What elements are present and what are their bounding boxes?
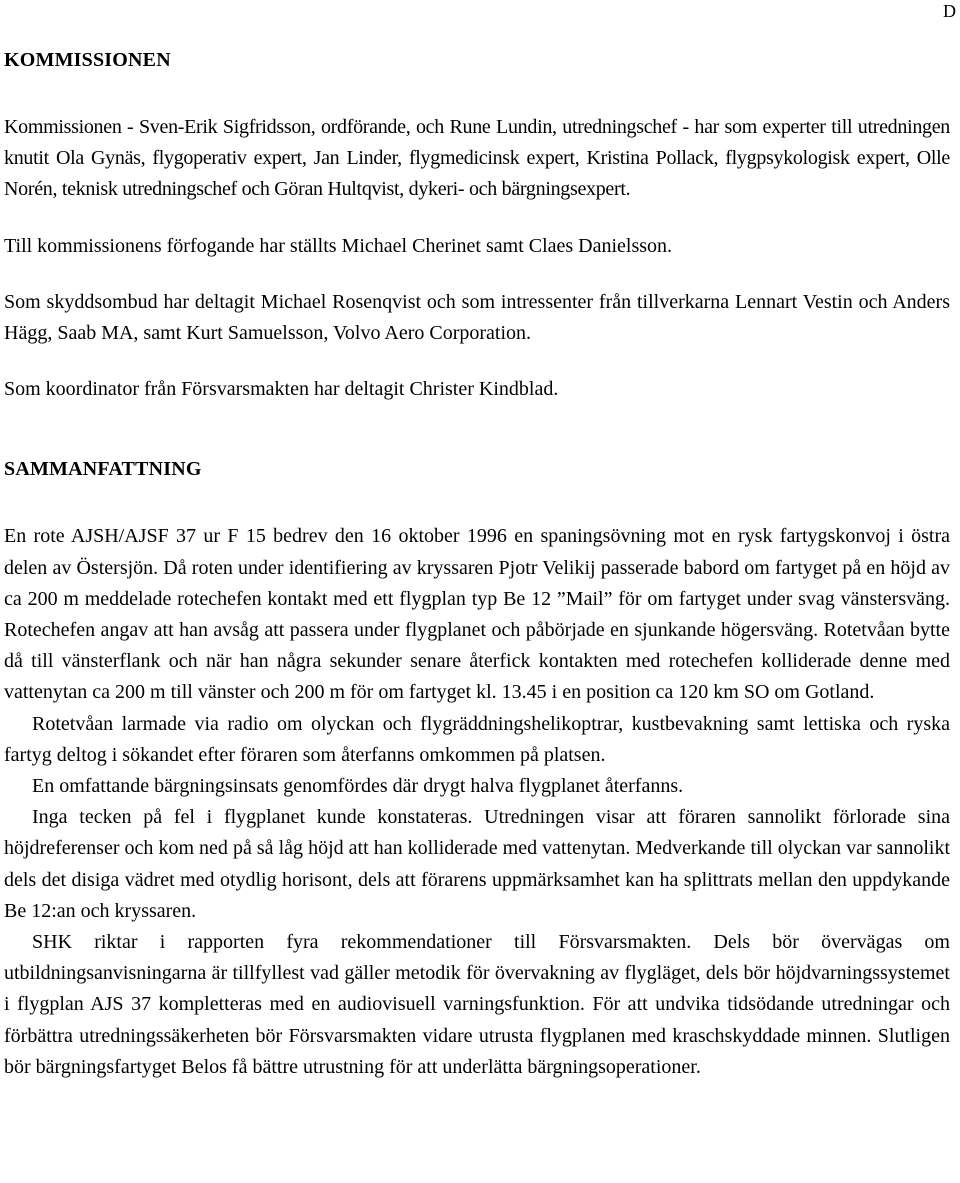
commission-heading: KOMMISSIONEN bbox=[4, 49, 171, 71]
summary-section bbox=[4, 455, 950, 1083]
summary-heading: SAMMANFATTNING bbox=[4, 458, 202, 481]
summary-paragraph-event: En rote AJSH/AJSF 37 ur F 15 bedrev den 16 oktober 1996 en spaningsövning mot en rysk fartygskonvoj i östra delen av Östersjön. Då roten under identifiering av kryssaren Pjotr Velikij passerade babord om fartyget på en höjd av ca 200 m meddelade rotechefen kontakt med ett flygplan typ Be 12 ”Mail” för om fartyget under svag vänstersväng. Rotechefen angav att han avsåg att passera under flygplanet och påbörjade en sjunkande högersväng. Rotetvåan bytte då till vänsterflank och när han några sekunder senare återfick kontakten med rotechefen kolliderade denne med vattenytan ca 200 m till vänster och 200 m för om fartyget kl. 13.45 i en position ca 120 km SO om Gotland. bbox=[4, 525, 950, 704]
summary-paragraph-rescue: Rotetvåan larmade via radio om olyckan och flygräddningshelikoptrar, kustbevakning samt lettiska och ryska fartyg deltog i sökandet efter föraren som återfanns omkommen på platsen. bbox=[4, 712, 950, 766]
page-marker: D bbox=[943, 1, 956, 21]
summary-paragraph-salvage: En omfattande bärgningsinsats genomfördes där drygt halva flygplanet återfanns. bbox=[32, 775, 684, 798]
commission-paragraph-disposal: Till kommissionens förfogande har ställts Michael Cherinet samt Claes Danielsson. bbox=[4, 234, 673, 257]
summary-paragraph-recommendations: SHK riktar i rapporten fyra rekommendationer till Försvarsmakten. Dels bör övervägas om utbildningsanvisningarna är tillfyllest vad gäller metodik för övervakning av flygläget, dels bör höjdvarningssystemet i flygplan AJS 37 kompletteras med en audiovisuell varningsfunktion. För att undvika tidsödande utredningar och förbättra utredningssäkerheten bör Försvarsmakten vidare utrusta flygplanen med kraschskyddade minnen. Slutligen bör bärgningsfartyget Belos få bättre utrustning för att underlätta bärgningsoperationer. bbox=[4, 931, 950, 1078]
summary-paragraph-cause: Inga tecken på fel i flygplanet kunde konstateras. Utredningen visar att föraren sannolikt förlorade sina höjdreferenser och kom ned på så låg höjd att han kolliderade med vattenytan. Medverkande till olyckan var sannolikt dels det disiga vädret med otydlig horisont, dels att förarens uppmärksamhet kan ha splittrats mellan den uppdykande Be 12:an och kryssaren. bbox=[4, 806, 950, 922]
commission-paragraph-members: Kommissionen - Sven-Erik Sigfridsson, ordförande, och Rune Lundin, utredningschef - har som experter till utredningen knutit Ola Gynäs, flygoperativ expert, Jan Linder, flygmedicinsk expert, Kristina Pollack, flygpsykologisk expert, Olle Norén, teknisk utredningschef och Göran Hultqvist, dykeri- och bärgningsexpert. bbox=[4, 116, 950, 201]
commission-paragraph-safety-rep: Som skyddsombud har deltagit Michael Rosenqvist och som intressenter från tillverkarna Lennart Vestin och Anders Hägg, Saab MA, samt Kurt Samuelsson, Volvo Aero Corporation. bbox=[4, 290, 950, 345]
commission-paragraph-coordinator: Som koordinator från Försvarsmakten har deltagit Christer Kindblad. bbox=[4, 378, 559, 401]
document-body bbox=[4, 46, 950, 1083]
commission-section bbox=[4, 46, 950, 405]
